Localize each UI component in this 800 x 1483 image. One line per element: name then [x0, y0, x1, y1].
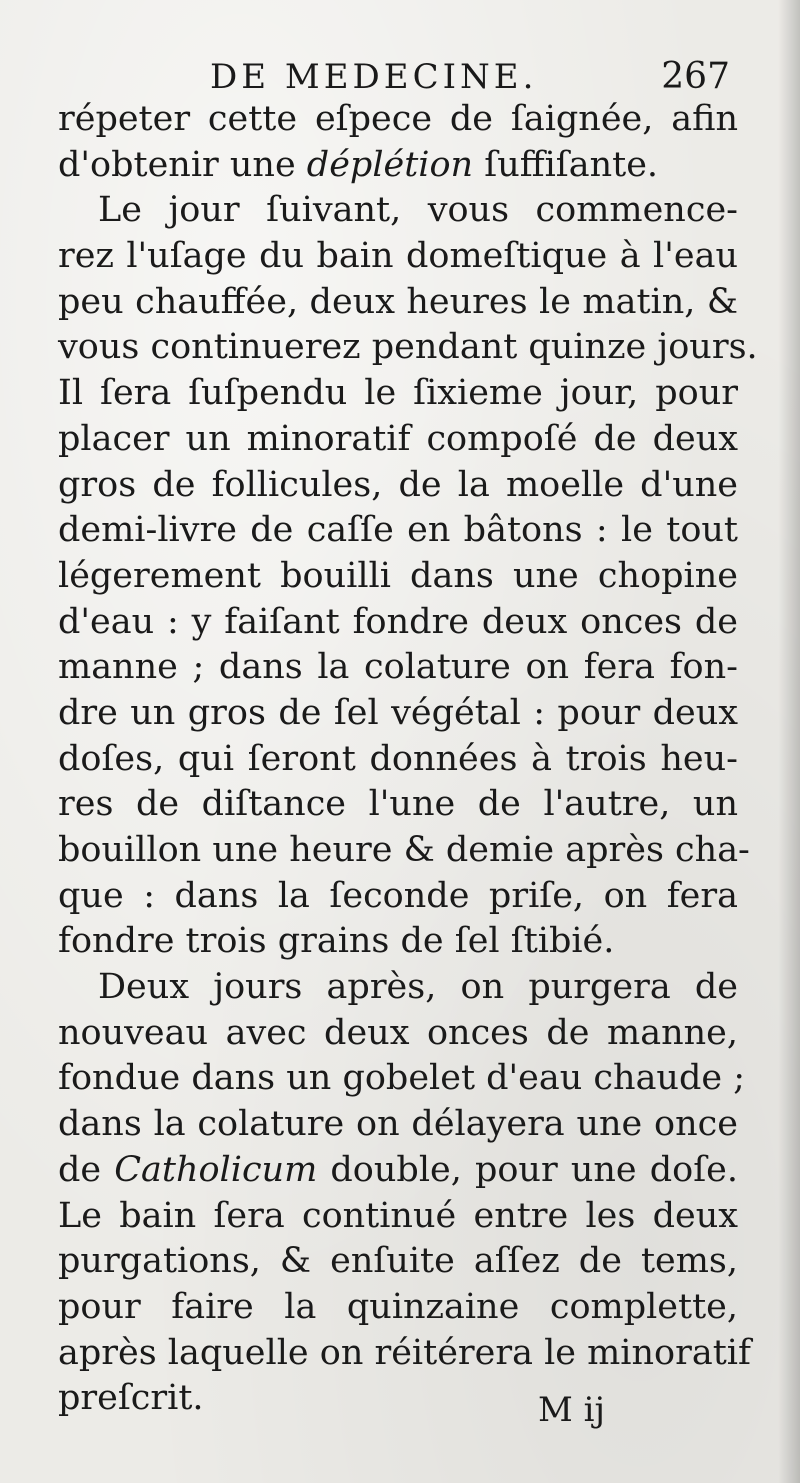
- text-line: doſes, qui ſeront données à trois heu-: [58, 738, 738, 779]
- text-line: Il ſera ſuſpendu le ſixieme jour, pour: [58, 373, 738, 414]
- text-line: fondre trois grains de ſel ſtibié.: [58, 921, 615, 962]
- text-line: gros de follicules, de la moelle d'une: [58, 464, 738, 505]
- text-line: placer un minoratif compoſé de deux: [58, 418, 738, 459]
- text-line: pour faire la quinzaine complette,: [58, 1286, 738, 1327]
- text-line: rez l'uſage du bain domeſtique à l'eau: [58, 236, 738, 277]
- running-head: DE MEDECINE.: [210, 57, 538, 97]
- text-line: Deux jours après, on purgera de: [98, 967, 738, 1008]
- text-line: peu chauffée, deux heures le matin, &: [58, 281, 738, 322]
- page-number: 267: [661, 56, 730, 97]
- text-line: légerement bouilli dans une chopine: [58, 555, 738, 596]
- text-line: que : dans la ſeconde priſe, on fera: [58, 875, 738, 916]
- text-line: res de diſtance l'une de l'autre, un: [58, 784, 738, 825]
- text-line: manne ; dans la colature on fera fon-: [58, 647, 738, 688]
- text-line: dre un gros de ſel végétal : pour deux: [58, 692, 738, 733]
- text-line: nouveau avec deux onces de manne,: [58, 1012, 738, 1053]
- text-line: répeter cette eſpece de ſaignée, afin: [58, 99, 738, 139]
- text-line: preſcrit.: [58, 1378, 204, 1419]
- text-line: dans la colature on délayera une once: [58, 1104, 738, 1145]
- page-header: [210, 52, 730, 102]
- signature-mark: M ij: [538, 1390, 606, 1430]
- text-line: Le jour ſuivant, vous commence-: [98, 190, 738, 231]
- text-line: d'eau : y faiſant fondre deux onces de: [58, 601, 738, 642]
- text-line: après laquelle on réitérera le minoratif: [58, 1332, 751, 1373]
- text-line: bouillon une heure & demie après cha-: [58, 830, 750, 870]
- page-edge-shadow: [778, 0, 800, 1483]
- italic-term: Catholicum: [114, 1149, 318, 1190]
- text-line: demi-livre de caſſe en bâtons : le tout: [58, 510, 738, 551]
- text-line: vous continuerez pendant quinze jours.: [58, 327, 758, 368]
- text-line: fondue dans un gobelet d'eau chaude ;: [58, 1058, 746, 1099]
- body-text: [58, 97, 758, 1422]
- text-line: de Catholicum double, pour une doſe.: [58, 1149, 738, 1190]
- text-line: purgations, & enſuite aſſez de tems,: [58, 1241, 738, 1282]
- italic-term: déplétion: [306, 144, 474, 185]
- text-line: Le bain ſera continué entre les deux: [58, 1195, 738, 1236]
- text-line: d'obtenir une déplétion ſuffiſante.: [58, 144, 659, 185]
